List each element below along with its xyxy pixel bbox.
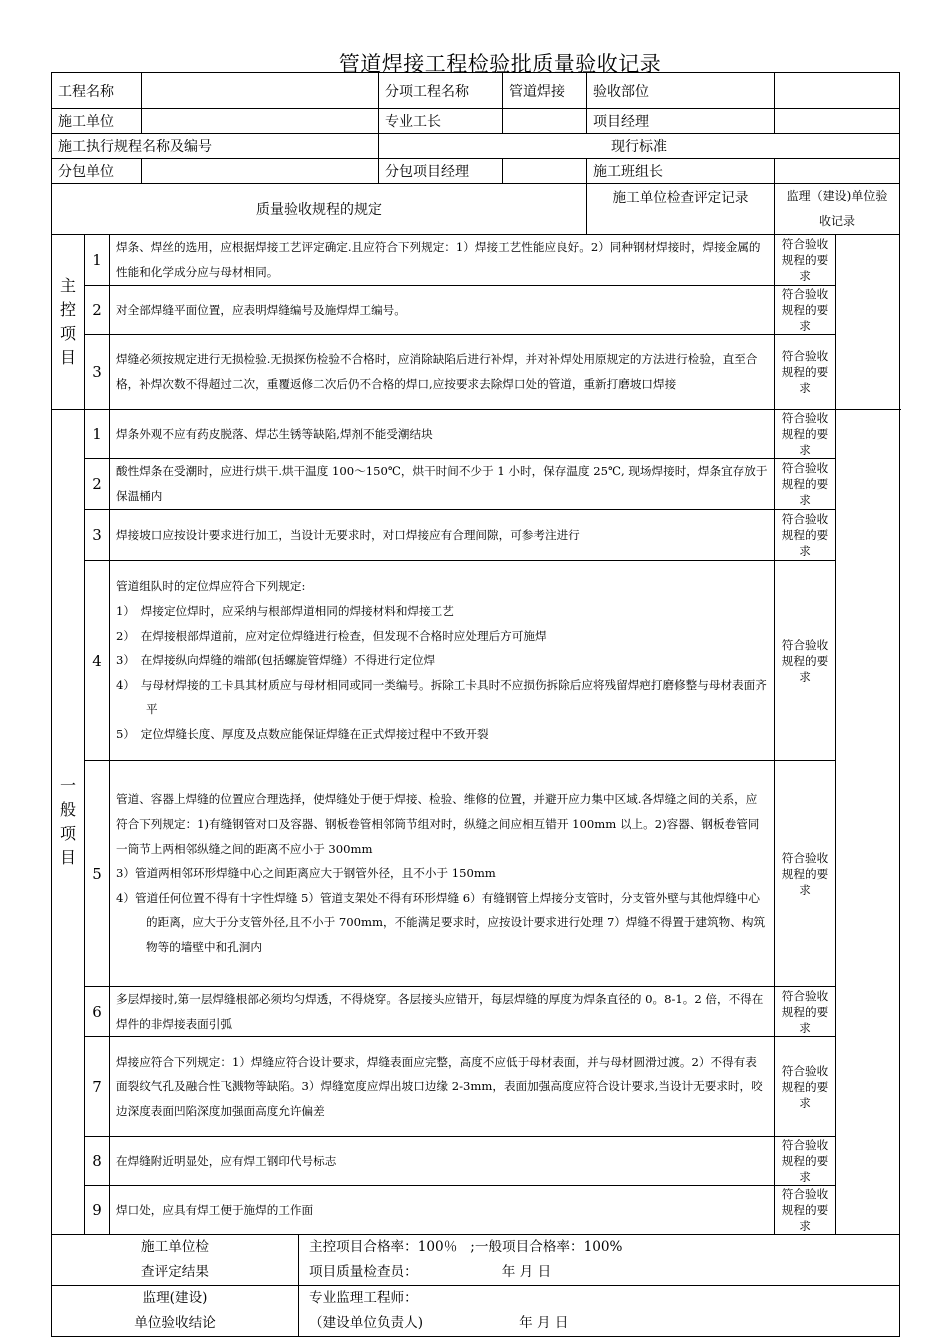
sub-manager-value[interactable]: [503, 159, 587, 184]
subcontractor-label: 分包单位: [52, 159, 142, 184]
general-items-category: [52, 410, 85, 1235]
sub-manager-label: 分包项目经理: [379, 159, 503, 184]
check-result: 符合验收规程的要求: [775, 1037, 836, 1137]
check-result: 符合验收规程的要求: [775, 1186, 836, 1235]
sub-project-value: 管道焊接: [503, 73, 587, 109]
item-number: 5: [85, 761, 110, 987]
supervision-result[interactable]: [836, 235, 900, 410]
category-char: 一: [59, 776, 76, 796]
owner-label: （建设单位负责人): [309, 1315, 424, 1332]
spec-line: 焊接坡口应按设计要求进行加工，当设计无要求时，对口焊接应有合理间隙，可参考注进行: [116, 527, 580, 542]
supervision-result-row: [52, 1286, 900, 1337]
engineer-label: 专业监理工程师：: [309, 1290, 418, 1307]
spec-line: 5） 定位焊缝长度、厚度及点数应能保证焊缝在正式焊接过程中不致开裂: [116, 726, 489, 741]
inspector-line: [309, 1260, 893, 1285]
check-result: 符合验收规程的要求: [775, 761, 836, 987]
construction-result-value: [299, 1235, 900, 1286]
spec-line: 焊条外观不应有药皮脱落、焊芯生锈等缺陷,焊剂不能受潮结块: [116, 426, 433, 441]
team-leader-label: 施工班组长: [587, 159, 775, 184]
item-number: 3: [85, 510, 110, 561]
category-char: 项: [59, 824, 76, 844]
item-number: 3: [85, 335, 110, 410]
foreman-label: 专业工长: [379, 109, 503, 134]
standard-name-label: 施工执行规程名称及编号: [52, 134, 379, 159]
main-items-category: [52, 235, 85, 410]
item-number: 2: [85, 459, 110, 510]
category-char: 控: [59, 300, 76, 319]
project-name-label: 工程名称: [52, 73, 142, 109]
check-result: 符合验收规程的要求: [775, 410, 836, 459]
item-spec: [110, 235, 775, 286]
spec-line: 管道、容器上焊缝的位置应合理选择，使焊缝处于便于焊接、检验、维修的位置，并避开应力集中区域.各焊缝之间的关系，应符合下列规定：1)有缝钢管对口及容器、钢板卷管相邻筒节组对时，纵缝之间应相互错开 100mm 以上。2)容器、钢板卷管同一筒节上两相邻纵缝之间的距离不应小于 300mm: [116, 792, 760, 856]
inspector-label: 项目质量检查员：: [309, 1264, 418, 1281]
label-line: 施工单位检: [141, 1239, 209, 1256]
item-number: 2: [85, 286, 110, 335]
spec-line: 4）管道任何位置不得有十字性焊缝 5）管道支架处不得有环形焊缝 6）有缝钢管上焊接分支管时，分支管外壁与其他焊缝中心的距离，应大于分支管外径,且不小于 700mm，不能满足要求时，应按设计要求进行处理 7）焊缝不得置于建筑物、构筑物等的墙壁中和孔洞内: [116, 890, 766, 954]
item-row: [52, 286, 900, 335]
spec-line: 1） 焊接定位焊时，应采纳与根部焊道相同的焊接材料和焊接工艺: [116, 604, 454, 619]
subcontractor-value[interactable]: [142, 159, 379, 184]
item-spec: [110, 987, 775, 1037]
check-result: 符合验收规程的要求: [775, 1137, 836, 1186]
item-spec: [110, 1037, 775, 1137]
spec-line: 焊缝必须按规定进行无损检验.无损探伤检验不合格时，应消除缺陷后进行补焊，并对补焊处用原规定的方法进行检验，直至合格，补焊次数不得超过二次，重覆返修二次后仍不合格的焊口,应按要求去除焊口处的管道，重新打磨坡口焊接: [116, 352, 758, 391]
spec-line: 焊口处，应具有焊工便于施焊的工作面: [116, 1202, 314, 1217]
construction-check-header: 施工单位检查评定记录: [587, 184, 775, 235]
construction-unit-label: 施工单位: [52, 109, 142, 134]
check-result: 符合验收规程的要求: [775, 286, 836, 335]
item-number: 1: [85, 235, 110, 286]
category-char: 主: [59, 276, 76, 295]
foreman-value[interactable]: [503, 109, 587, 134]
item-row: [52, 1137, 900, 1186]
spec-line: 酸性焊条在受潮时，应进行烘干.烘干温度 100～150℃，烘干时间不少于 1 小时，保存温度 25℃, 现场焊接时，焊条宜存放于保温桶内: [116, 464, 768, 503]
item-number: 9: [85, 1186, 110, 1235]
general-pass-rate: ;一般项目合格率：100%: [470, 1239, 623, 1256]
check-result: 符合验收规程的要求: [775, 335, 836, 410]
spec-line: 在焊缝附近明显处，应有焊工钢印代号标志: [116, 1153, 337, 1168]
label-line: 单位验收结论: [134, 1315, 216, 1332]
item-row: [52, 1186, 900, 1235]
owner-line: [309, 1311, 893, 1336]
spec-line: 3）管道两相邻环形焊缝中心之间距离应大于钢管外径，且不小于 150mm: [116, 866, 496, 881]
spec-line: 对全部焊缝平面位置，应表明焊缝编号及施焊焊工编号。: [116, 302, 406, 317]
spec-line: 焊条、焊丝的选用，应根据焊接工艺评定确定.且应符合下列规定：1）焊接工艺性能应良好。2）同种钢材焊接时，焊接金属的性能和化学成分应与母材相同。: [116, 240, 761, 279]
item-row: [52, 510, 900, 561]
item-spec: [110, 1137, 775, 1186]
construction-result-row: [52, 1235, 900, 1286]
spec-line: 焊接应符合下列规定：1）焊缝应符合设计要求，焊缝表面应完整，高度不应低于母材表面，并与母材圆滑过渡。2）不得有表面裂纹气孔及融合性飞溅物等缺陷。3）焊缝宽度应焊出坡口边缘 2-3mm，表面加强高度应符合设计要求,当设计无要求时，咬边深度表面凹陷深度加强面高度允许偏差: [116, 1054, 763, 1118]
item-row: [52, 761, 900, 987]
item-number: 8: [85, 1137, 110, 1186]
sub-project-label: 分项工程名称: [379, 73, 503, 109]
category-char: 目: [59, 348, 76, 367]
supervision-check-header: 监理（建设)单位验收记录: [775, 184, 900, 235]
project-manager-label: 项目经理: [587, 109, 775, 134]
acceptance-part-label: 验收部位: [587, 73, 775, 109]
category-char: 目: [59, 848, 76, 868]
item-spec: [110, 286, 775, 335]
item-spec: [110, 410, 775, 459]
construction-unit-value[interactable]: [142, 109, 379, 134]
item-number: 6: [85, 987, 110, 1037]
standard-name-value: 现行标准: [379, 134, 900, 159]
item-row: [52, 987, 900, 1037]
main-pass-rate: 主控项目合格率：100％: [309, 1239, 458, 1256]
supervision-result-value: [299, 1286, 900, 1337]
spec-column-header: 质量验收规程的规定: [52, 184, 587, 235]
spec-line: 4） 与母材焊接的工卡具其材质应与母材相同或同一类编号。拆除工卡具时不应损伤拆除后应将残留焊疤打磨修整与母材表面齐平: [116, 677, 767, 717]
check-result: 符合验收规程的要求: [775, 561, 836, 761]
label-line: 监理(建设): [142, 1290, 208, 1307]
page-title: 管道焊接工程检验批质量验收记录: [338, 52, 662, 76]
spec-line: 多层焊接时,第一层焊缝根部必须均匀焊透，不得烧穿。各层接头应错开，每层焊缝的厚度为焊条直径的 0。8-1。2 倍，不得在焊件的非焊接表面引弧: [116, 992, 764, 1031]
pass-rate-line: [309, 1235, 893, 1260]
check-result: 符合验收规程的要求: [775, 235, 836, 286]
item-row: [52, 410, 900, 459]
spec-line: 3） 在焊接纵向焊缝的端部(包括螺旋管焊缝）不得进行定位焊: [116, 653, 436, 668]
item-number: 1: [85, 410, 110, 459]
spec-line: 管道组队时的定位焊应符合下列规定:: [116, 579, 306, 594]
team-leader-value[interactable]: [775, 159, 900, 184]
construction-result-label: [52, 1235, 299, 1286]
category-char: 般: [59, 800, 76, 820]
item-spec: [110, 459, 775, 510]
spec-line: 2） 在焊接根部焊道前，应对定位焊缝进行检查，但发现不合格时应处理后方可施焊: [116, 628, 547, 643]
item-spec: [110, 561, 775, 761]
item-row: [52, 1037, 900, 1137]
check-result: 符合验收规程的要求: [775, 987, 836, 1037]
label-line: 查评定结果: [141, 1264, 209, 1281]
category-char: 项: [59, 324, 76, 343]
date-field: 年 月 日: [519, 1315, 569, 1332]
supervision-result-label: [52, 1286, 299, 1337]
item-number: 7: [85, 1037, 110, 1137]
supervision-result[interactable]: [836, 410, 900, 1235]
project-name-value[interactable]: [142, 73, 379, 109]
inspection-record-table: [51, 72, 900, 1337]
check-result: 符合验收规程的要求: [775, 459, 836, 510]
item-row: [52, 335, 900, 410]
item-spec: [110, 335, 775, 410]
item-spec: [110, 1186, 775, 1235]
acceptance-part-value[interactable]: [775, 73, 900, 109]
project-manager-value[interactable]: [775, 109, 900, 134]
item-row: [52, 561, 900, 761]
item-spec: [110, 510, 775, 561]
item-row: [52, 235, 900, 286]
item-spec: [110, 761, 775, 987]
item-number: 4: [85, 561, 110, 761]
date-field: 年 月 日: [501, 1264, 552, 1281]
item-row: [52, 459, 900, 510]
check-result: 符合验收规程的要求: [775, 510, 836, 561]
